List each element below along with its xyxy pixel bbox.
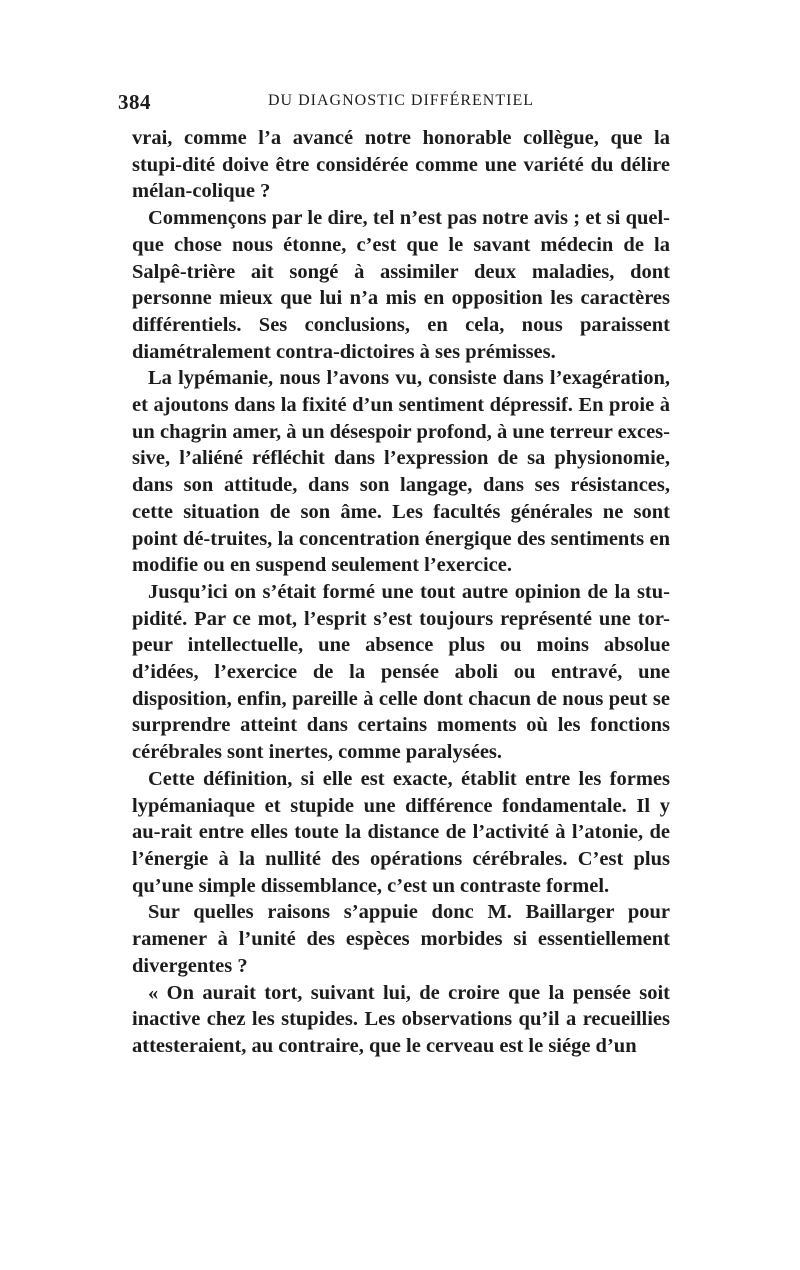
paragraph-quotation: « On aurait tort, suivant lui, de croire que la pensée soit inactive chez les stupides. Les observations qu’il a recueillies attesteraient, au contraire, que le cerveau est le siége d’un bbox=[132, 981, 670, 1057]
running-head bbox=[118, 90, 670, 120]
paragraph: Jusqu’ici on s’était formé une tout autre opinion de la stu-pidité. Par ce mot, l’esprit s’est toujours représenté une tor-peur intellectuelle, une absence plus ou moins absolue d’idées, l’exercice de la pensée aboli ou entravé, une disposition, enfin, pareille à celle dont chacun de nous peut se surprendre atteint dans certains moments où les fonctions cérébrales sont inertes, comme paralysées. bbox=[132, 580, 670, 764]
paragraph: Commençons par le dire, tel n’est pas notre avis ; et si quel-que chose nous étonne, c’est que le savant médecin de la Salpê-trière ait songé à assimiler deux maladies, dont personne mieux que lui n’a mis en opposition les caractères différentiels. Ses conclusions, en cela, nous paraissent diamétralement contra-dictoires à ses prémisses. bbox=[132, 207, 670, 363]
paragraph: Sur quelles raisons s’appuie donc M. Baillarger pour ramener à l’unité des espèces morbides si essentiellement divergentes ? bbox=[132, 901, 670, 977]
paragraph: La lypémanie, nous l’avons vu, consiste dans l’exagération, et ajoutons dans la fixité d’un sentiment dépressif. En proie à un chagrin amer, à un désespoir profond, à une terreur exces-sive, l’aliéné réfléchit dans l’expression de sa physionomie, dans son attitude, dans son langage, dans ses résistances, cette situation de son âme. Les facultés générales ne sont point dé-truites, la concentration énergique des sentiments en modifie ou en suspend seulement l’exercice. bbox=[132, 367, 670, 577]
paragraph-continuation: vrai, comme l’a avancé notre honorable collègue, que la stupi-dité doive être considérée comme une variété du délire mélan-colique ? bbox=[132, 127, 670, 203]
paragraph: Cette définition, si elle est exacte, établit entre les formes lypémaniaque et stupide une différence fondamentale. Il y au-rait entre elles toute la distance de l’activité à l’atonie, de l’énergie à la nullité des opérations cérébrales. C’est plus qu’une simple dissemblance, c’est un contraste formel. bbox=[132, 767, 670, 897]
page-number: 384 bbox=[118, 90, 151, 114]
running-title: DU DIAGNOSTIC DIFFÉRENTIEL bbox=[268, 92, 534, 109]
body-text bbox=[132, 125, 670, 1060]
